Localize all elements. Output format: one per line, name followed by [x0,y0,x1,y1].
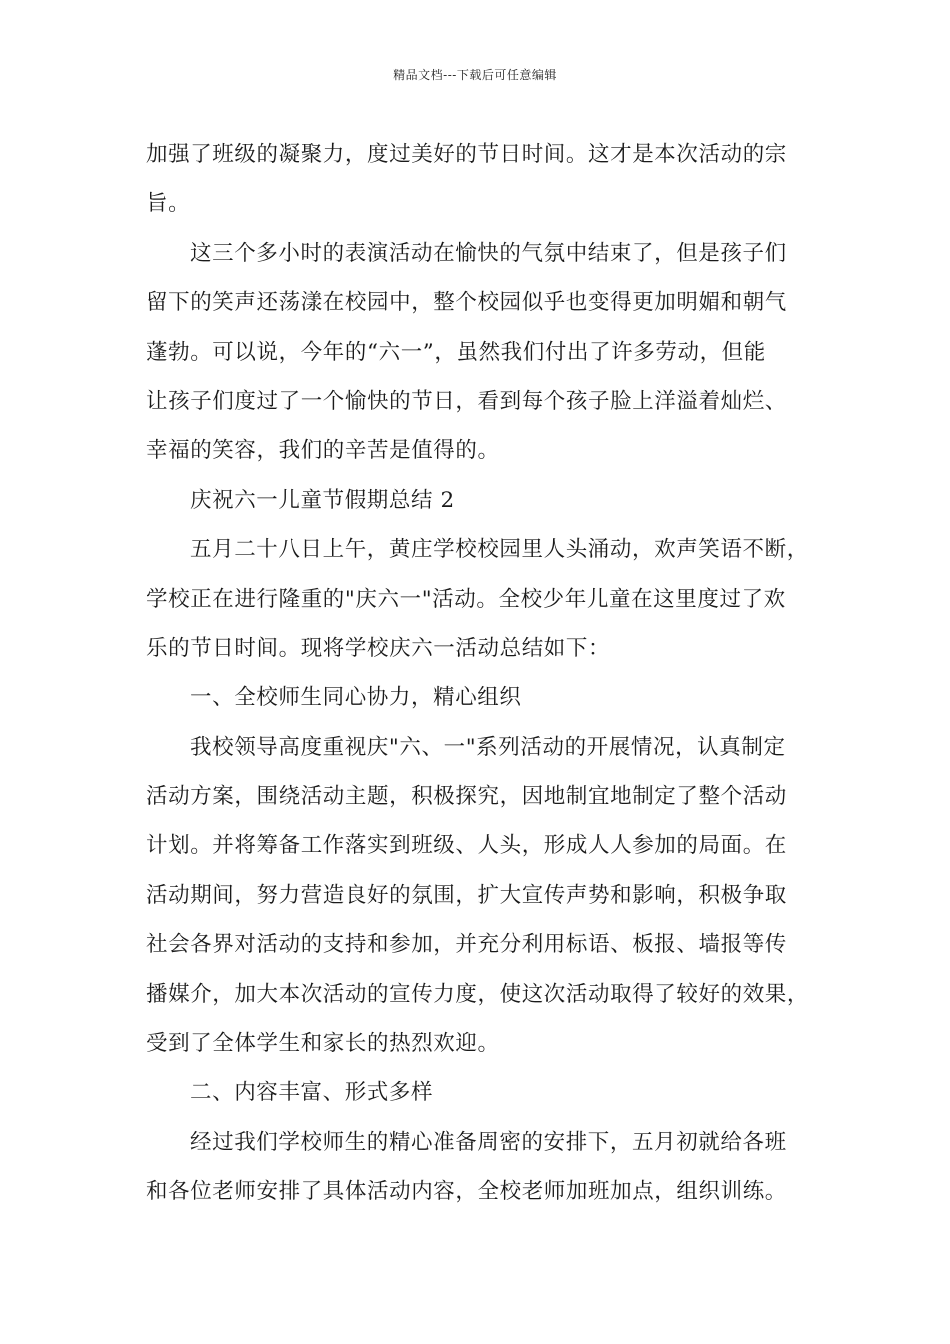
section-title: 庆祝六一儿童节假期总结 2 [190,487,455,513]
paragraph-start: 五月二十八日上午，黄庄学校校园里人头涌动，欢声笑语不断， [190,537,809,563]
paragraph-start: 我校领导高度重视庆"六、一"系列活动的开展情况，认真制定 [190,734,786,760]
text-line: 和各位老师安排了具体活动内容，全校老师加班加点，组织训练。 [146,1179,787,1205]
text-line: 蓬勃。可以说，今年的“六一”，虽然我们付出了许多劳动，但能 [146,339,766,365]
text-line: 旨。 [146,191,191,217]
section-heading: 一、全校师生同心协力，精心组织 [190,685,522,711]
text-line: 活动期间，努力营造良好的氛围，扩大宣传声势和影响，积极争取 [146,882,787,908]
text-line: 受到了全体学生和家长的热烈欢迎。 [146,1031,500,1057]
text-line: 社会各界对活动的支持和参加，并充分利用标语、板报、墙报等传 [146,932,787,958]
text-line: 播媒介，加大本次活动的宣传力度，使这次活动取得了较好的效果， [146,981,810,1007]
text-line: 幸福的笑容，我们的辛苦是值得的。 [146,438,500,464]
text-line: 留下的笑声还荡漾在校园中，整个校园似乎也变得更加明媚和朝气 [146,290,787,316]
text-line: 让孩子们度过了一个愉快的节日，看到每个孩子脸上洋溢着灿烂、 [146,388,787,414]
page-header: 精品文档---下载后可任意编辑 [393,68,557,82]
text-line: 活动方案，围绕活动主题，积极探究，因地制宜地制定了整个活动 [146,784,787,810]
paragraph-start: 这三个多小时的表演活动在愉快的气氛中结束了，但是孩子们 [190,240,787,266]
text-line: 计划。并将筹备工作落实到班级、人头，形成人人参加的局面。在 [146,833,787,859]
section-heading: 二、内容丰富、形式多样 [190,1080,434,1106]
text-line: 加强了班级的凝聚力，度过美好的节日时间。这才是本次活动的宗 [146,142,787,167]
text-line: 乐的节日时间。现将学校庆六一活动总结如下： [146,635,611,661]
document-body [146,130,830,1217]
paragraph-start: 经过我们学校师生的精心准备周密的安排下，五月初就给各班 [190,1129,787,1155]
text-line: 学校正在进行隆重的"庆六一"活动。全校少年儿童在这里度过了欢 [146,586,786,612]
